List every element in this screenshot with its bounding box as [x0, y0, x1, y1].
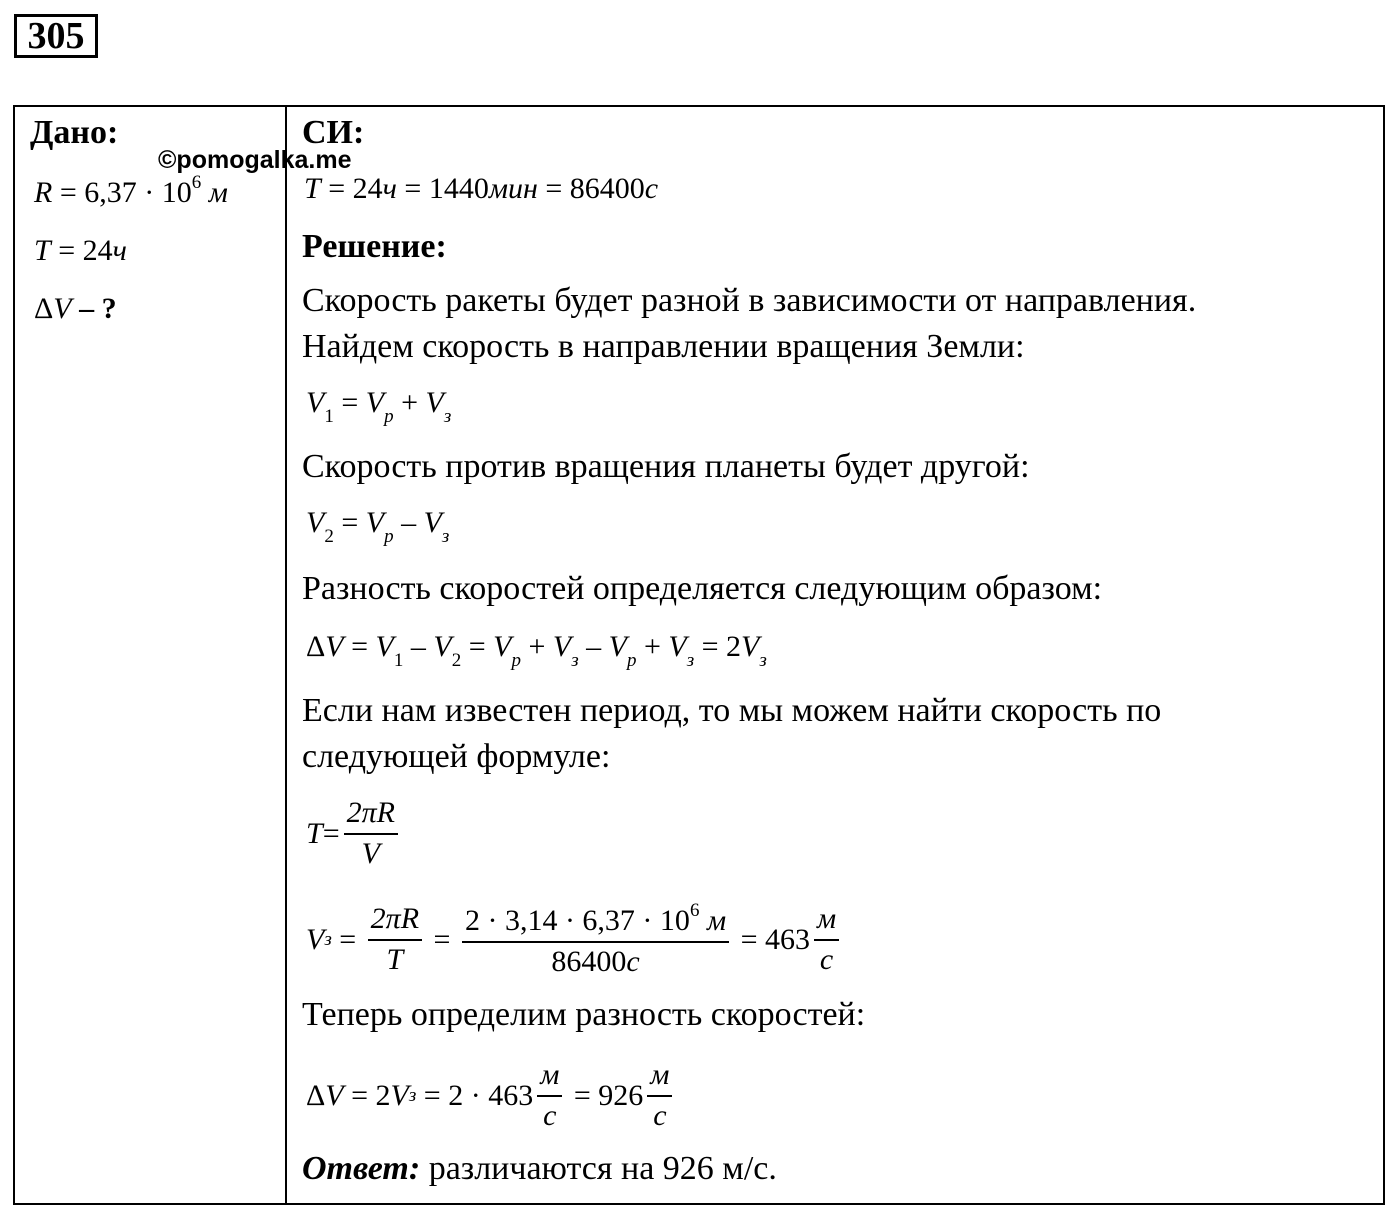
sub-1: 1	[393, 650, 404, 671]
sub-z: з	[443, 406, 452, 427]
sub-z: з	[759, 650, 767, 671]
unit-m: м	[814, 902, 839, 941]
v: V	[423, 506, 442, 539]
eq: =	[333, 506, 366, 539]
v: V	[552, 630, 572, 663]
given-period	[34, 234, 127, 268]
plus: +	[636, 630, 669, 663]
v: V	[306, 386, 325, 419]
minus: –	[393, 506, 424, 539]
si-unit-seconds: с	[644, 172, 659, 205]
eq: =	[461, 630, 494, 663]
sub-p: р	[384, 406, 394, 427]
sub-z: з	[441, 526, 450, 547]
formula-v2	[306, 506, 449, 548]
unit-s: с	[653, 1098, 667, 1132]
solution-header: Решение:	[302, 228, 447, 265]
v: V	[365, 506, 385, 539]
eq: =	[322, 816, 340, 850]
paragraph-7: Теперь определим разность скоростей:	[302, 996, 866, 1033]
sub-p: р	[511, 650, 521, 671]
radius-exponent: 6	[191, 172, 202, 193]
fraction-unit	[814, 902, 839, 977]
period-unit: ч	[112, 234, 127, 267]
unit-s: с	[543, 1098, 557, 1132]
si-period-conversion	[304, 172, 658, 206]
fraction-calculation	[462, 900, 729, 979]
si-eq-2: = 1440	[396, 172, 489, 205]
v: V	[668, 630, 687, 663]
sub-z: з	[324, 928, 332, 950]
mult-463: 2 · 463	[448, 1078, 534, 1112]
numerator: 2πR	[344, 796, 398, 835]
num-exp: 6	[689, 900, 700, 921]
numerator: 2πR	[368, 902, 422, 941]
radius-unit: м	[201, 176, 228, 209]
den-unit: с	[626, 944, 640, 978]
numerator	[462, 900, 729, 943]
paragraph-5: Если нам известен период, то мы можем найти скорость по	[302, 692, 1162, 729]
v: V	[390, 1078, 409, 1112]
si-header: СИ:	[302, 114, 365, 151]
sub-1: 1	[324, 406, 334, 427]
result-926: 926	[598, 1078, 644, 1112]
problem-number: 305	[14, 14, 98, 58]
given-radius	[34, 172, 228, 210]
si-unit-minutes: мин	[488, 172, 538, 205]
den-value: 86400	[551, 944, 627, 978]
var-t: T	[34, 234, 51, 267]
sub-p: р	[626, 650, 637, 671]
formula-period	[306, 796, 402, 871]
paragraph-6: следующей формуле:	[302, 738, 611, 775]
formula-delta-v	[306, 630, 767, 672]
paragraph-2: Найдем скорость в направлении вращения Земли:	[302, 328, 1025, 365]
v: V	[493, 630, 512, 663]
eq: =	[416, 1078, 449, 1112]
eq: =	[426, 922, 458, 956]
formula-earth-speed	[306, 900, 843, 979]
v: V	[425, 386, 444, 419]
delta: Δ	[306, 1078, 326, 1112]
t: T	[306, 816, 323, 850]
fraction-unit	[647, 1058, 672, 1133]
v: V	[325, 1078, 344, 1112]
eq: =	[331, 922, 364, 956]
eq: =	[566, 1078, 599, 1112]
fraction-2pir-over-t	[368, 902, 422, 977]
unit-m: м	[537, 1058, 562, 1097]
si-eq-3: = 86400	[537, 172, 645, 205]
sub-z: з	[571, 650, 579, 671]
answer-line	[302, 1150, 777, 1188]
find-dash: –	[71, 292, 102, 325]
given-find	[34, 292, 117, 326]
v: V	[306, 922, 325, 956]
si-unit-hours: ч	[382, 172, 397, 205]
sub-p: р	[384, 526, 394, 547]
v: V	[375, 630, 394, 663]
unit-m: м	[647, 1058, 672, 1097]
plus: +	[393, 386, 426, 419]
paragraph-3: Скорость против вращения планеты будет другой:	[302, 448, 1030, 485]
v: V	[741, 630, 760, 663]
v: V	[306, 506, 325, 539]
denominator: T	[386, 942, 404, 976]
fraction-2pir-over-v	[344, 796, 398, 871]
eq: =	[343, 630, 376, 663]
eq: =	[694, 630, 727, 663]
fraction-unit	[537, 1058, 562, 1133]
answer-label: Ответ:	[302, 1150, 421, 1187]
sub-z: з	[686, 650, 695, 671]
v: V	[608, 630, 627, 663]
formula-v1	[306, 386, 451, 428]
plus: +	[520, 630, 553, 663]
var-v: V	[53, 292, 72, 325]
si-var-t: T	[304, 172, 321, 205]
eq: =	[733, 922, 766, 956]
eq: =	[333, 386, 366, 419]
watermark: ©pomogalka.me	[158, 146, 352, 174]
find-question: ?	[101, 292, 117, 325]
period-value: = 24	[50, 234, 113, 267]
var-r: R	[34, 176, 53, 209]
v: V	[325, 630, 344, 663]
denominator: V	[361, 836, 380, 870]
sub-2: 2	[324, 526, 334, 547]
num-value: 2 · 3,14 · 6,37 · 10	[464, 904, 690, 937]
eq: =	[343, 1078, 376, 1112]
sub-2: 2	[451, 650, 462, 671]
answer-text: различаются на 926 м/с.	[420, 1150, 777, 1187]
v: V	[433, 630, 452, 663]
minus: –	[403, 630, 434, 663]
minus: –	[578, 630, 609, 663]
sub-z: з	[408, 1084, 417, 1106]
si-eq-1: = 24	[320, 172, 383, 205]
result-463: 463	[765, 922, 811, 956]
two: 2	[726, 630, 742, 663]
num-unit: м	[699, 904, 727, 937]
denominator	[548, 943, 642, 980]
v: V	[365, 386, 385, 419]
unit-s: с	[819, 942, 834, 976]
delta-symbol: Δ	[34, 292, 54, 325]
formula-final	[306, 1058, 676, 1133]
radius-value: = 6,37 · 10	[52, 176, 192, 209]
two: 2	[375, 1078, 391, 1112]
delta: Δ	[306, 630, 326, 663]
column-divider	[285, 105, 287, 1205]
paragraph-4: Разность скоростей определяется следующим образом:	[302, 570, 1103, 607]
paragraph-1: Скорость ракеты будет разной в зависимости от направления.	[302, 282, 1197, 319]
given-header: Дано:	[30, 114, 119, 151]
